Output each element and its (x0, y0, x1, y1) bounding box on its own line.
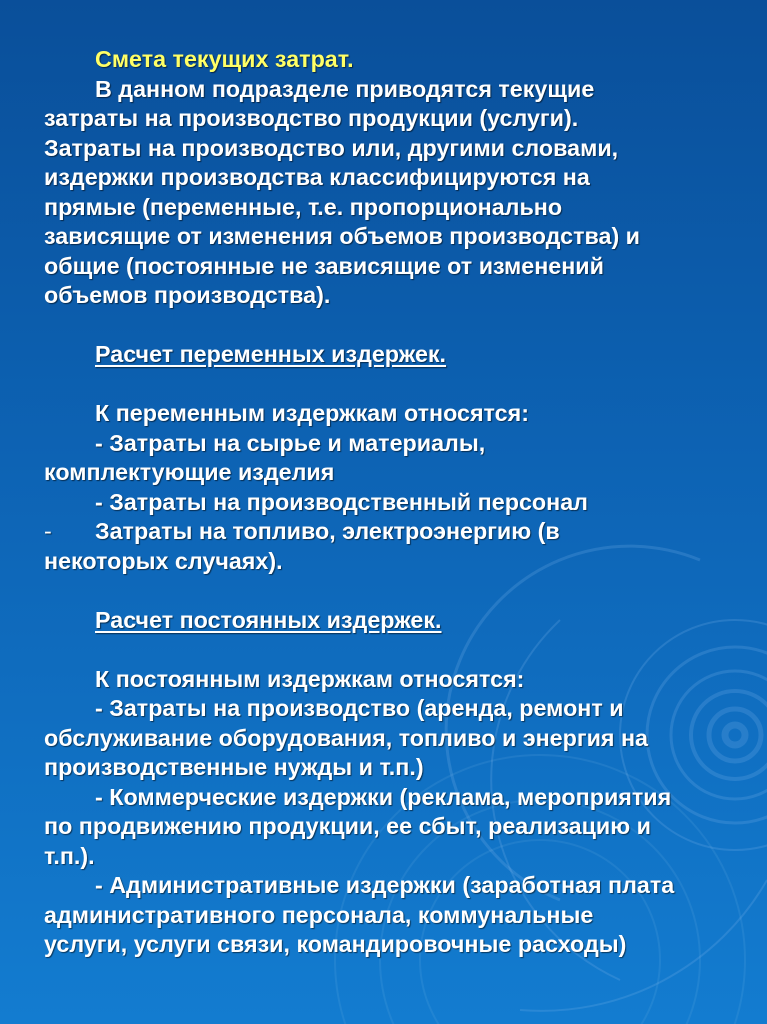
spacer (44, 311, 744, 341)
intro-line: прямые (переменные, т.е. пропорционально (44, 193, 563, 220)
spacer (44, 576, 744, 606)
intro-line: В данном подразделе приводятся текущие (95, 75, 595, 102)
fixed-item-administrative-cont: услуги, услуги связи, командировочные расходы) (44, 931, 627, 957)
intro-line: издержки производства классифицируются на (44, 164, 590, 190)
fixed-item-administrative: - Административные издержки (заработная плата (95, 872, 675, 898)
variable-item-raw-materials-cont: комплектующие изделия (44, 459, 335, 485)
variable-item-fuel-text: Затраты на топливо, электроэнергию (в (95, 518, 560, 544)
intro-line: объемов производства). (44, 282, 331, 308)
spacer (44, 635, 744, 665)
variable-item-fuel (44, 517, 744, 547)
fixed-item-commercial-cont: т.п.). (44, 842, 95, 869)
fixed-item-production: - Затраты на производство (аренда, ремонт и (95, 695, 624, 721)
intro-line: затраты на производство продукции (услуги). (44, 105, 579, 131)
fixed-item-production-cont: обслуживание оборудования, топливо и энергия на (44, 724, 648, 751)
variable-costs-heading: Расчет переменных издержек. (95, 341, 447, 367)
fixed-item-commercial-cont: по продвижению продукции, ее сбыт, реализацию и (44, 813, 651, 839)
slide-text (44, 45, 744, 960)
variable-item-raw-materials: - Затраты на сырье и материалы, (95, 429, 486, 456)
slide-title: Смета текущих затрат. (95, 46, 354, 72)
bullet-dash: - (44, 518, 52, 544)
variable-item-fuel-cont: некоторых случаях). (44, 547, 283, 574)
spacer (44, 370, 744, 400)
variable-item-personnel: - Затраты на производственный персонал (95, 488, 588, 515)
fixed-costs-heading: Расчет постоянных издержек. (95, 606, 442, 633)
intro-line: общие (постоянные не зависящие от изменений (44, 252, 604, 279)
fixed-item-administrative-cont: административного персонала, коммунальные (44, 901, 594, 928)
fixed-costs-lead: К постоянным издержкам относятся: (95, 665, 525, 692)
fixed-item-commercial: - Коммерческие издержки (реклама, мероприятия (95, 783, 672, 810)
variable-costs-lead: К переменным издержкам относятся: (95, 400, 529, 426)
fixed-item-production-cont: производственные нужды и т.п.) (44, 754, 424, 780)
intro-line: Затраты на производство или, другими словами, (44, 134, 619, 161)
intro-line: зависящие от изменения объемов производства) и (44, 223, 641, 249)
